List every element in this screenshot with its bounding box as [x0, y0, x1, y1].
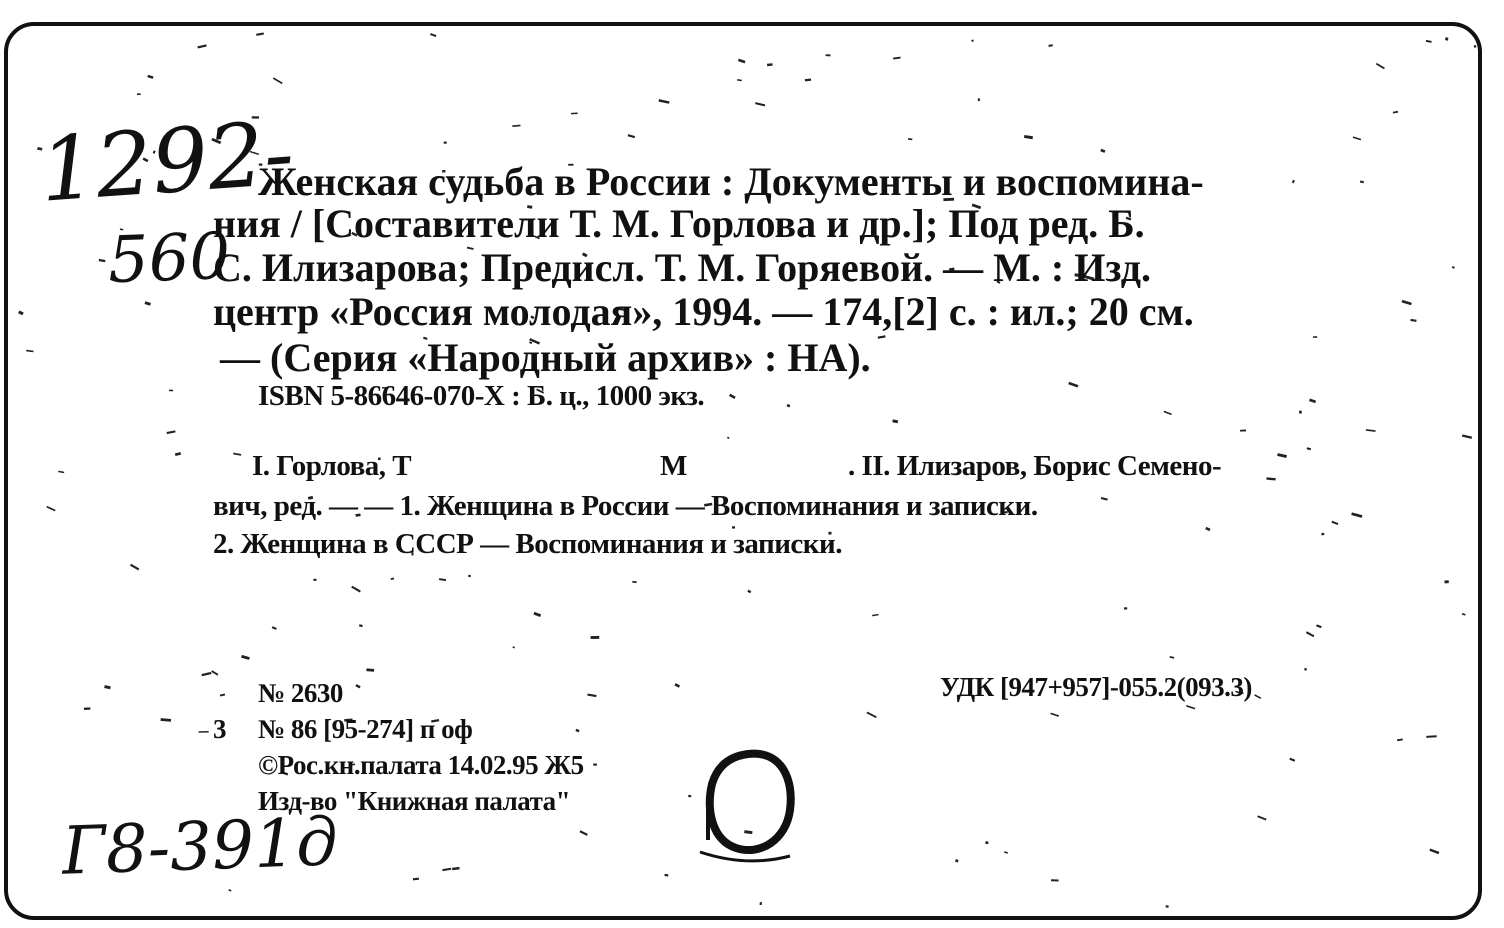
speckle-mark — [1306, 632, 1313, 636]
speckle-mark — [1462, 436, 1472, 438]
speckle-mark — [730, 395, 735, 398]
speckle-mark — [47, 507, 56, 511]
speckle-mark — [628, 135, 635, 137]
handwritten-call-number-bottom: 560 — [106, 219, 232, 299]
speckle-mark — [534, 613, 541, 616]
speckle-mark — [366, 670, 374, 671]
speckle-mark — [659, 100, 670, 102]
speckle-mark — [26, 351, 33, 352]
speckle-mark — [1266, 478, 1275, 479]
speckle-mark — [1376, 64, 1384, 69]
speckle-mark — [576, 730, 579, 731]
speckle-mark — [787, 405, 790, 406]
speckle-mark — [738, 60, 745, 62]
speckle-mark — [1426, 41, 1432, 42]
speckle-mark — [212, 671, 218, 675]
speckle-mark — [1206, 528, 1210, 530]
speckle-mark — [1452, 267, 1454, 268]
tracing-line-1-mid: М — [660, 450, 687, 482]
speckle-mark — [1004, 852, 1007, 853]
speckle-mark — [198, 45, 207, 47]
copyright-line: ©Рос.кн.палата 14.02.95 Ж5 — [258, 750, 584, 780]
speckle-mark — [442, 869, 451, 870]
speckle-mark — [1258, 816, 1267, 819]
speckle-mark — [1170, 657, 1174, 658]
speckle-mark — [805, 80, 811, 81]
speckle-mark — [161, 720, 171, 721]
speckle-mark — [273, 78, 282, 83]
speckle-mark — [893, 58, 900, 59]
speckle-mark — [352, 587, 361, 592]
speckle-mark — [145, 303, 151, 305]
entry-line-1: Женская судьба в России : Документы и воспомина- — [258, 159, 1204, 204]
speckle-mark — [439, 579, 446, 580]
isbn-line: ISBN 5-86646-070-X : Б. ц., 1000 экз. — [258, 380, 705, 412]
speckle-mark — [430, 34, 436, 36]
speckle-mark — [19, 312, 23, 314]
speckle-mark — [1352, 514, 1363, 517]
tracing-line-1-end: . II. Илизаров, Борис Семено- — [848, 450, 1222, 482]
speckle-mark — [1255, 695, 1261, 698]
speckle-mark — [1049, 45, 1053, 46]
speckle-mark — [359, 625, 362, 626]
speckle-mark — [148, 76, 153, 78]
handwritten-accession-number: Г8-391д — [60, 803, 340, 890]
speckle-mark — [1277, 455, 1286, 457]
speckle-mark — [908, 139, 912, 140]
speckle-mark — [878, 336, 886, 337]
speckle-mark — [256, 34, 264, 35]
speckle-mark — [229, 890, 232, 891]
hole-punch-icon — [690, 740, 810, 870]
speckle-mark — [452, 868, 459, 869]
speckle-mark — [1397, 739, 1403, 740]
tracing-line-3: 2. Женщина в СССР — Воспоминания и записки. — [213, 528, 842, 560]
entry-line-5: — (Серия «Народный архив» : НА). — [220, 335, 871, 380]
speckle-mark — [1411, 320, 1417, 321]
order-number: № 86 [95-274] п оф — [258, 714, 473, 744]
speckle-mark — [748, 591, 751, 593]
speckle-mark — [104, 687, 110, 688]
speckle-mark — [413, 879, 419, 880]
publisher-line: Изд-во "Книжная палата" — [258, 786, 571, 816]
speckle-mark — [955, 860, 958, 861]
speckle-mark — [130, 565, 138, 570]
speckle-mark — [1430, 850, 1439, 853]
speckle-mark — [1309, 400, 1315, 402]
speckle-mark — [580, 831, 587, 835]
tracing-line-2: вич, ред. — — 1. Женщина в России — Воспоминания и записки. — [213, 490, 1038, 522]
speckle-mark — [513, 647, 515, 648]
speckle-mark — [1402, 301, 1412, 304]
speckle-mark — [767, 64, 772, 65]
speckle-mark — [872, 615, 878, 616]
speckle-mark — [867, 712, 877, 717]
speckle-mark — [1353, 137, 1361, 139]
speckle-mark — [1360, 182, 1364, 183]
speckle-mark — [272, 627, 276, 629]
speckle-mark — [1316, 625, 1321, 627]
handwritten-call-number-top: 1292- — [36, 101, 297, 222]
speckle-mark — [1186, 706, 1195, 709]
speckle-mark — [220, 694, 225, 695]
speckle-mark — [1462, 614, 1465, 615]
speckle-mark — [755, 103, 765, 105]
speckle-mark — [675, 684, 679, 686]
speckle-mark — [893, 421, 898, 422]
speckle-mark — [58, 471, 64, 472]
speckle-mark — [175, 453, 181, 454]
speckle-mark — [1426, 736, 1436, 737]
entry-line-3: С. Илизарова; Предисл. Т. М. Горяевой. — М. : Изд. — [213, 245, 1151, 290]
speckle-mark — [167, 431, 176, 433]
speckle-mark — [1069, 383, 1078, 386]
speckle-mark — [512, 125, 520, 126]
speckle-mark — [1292, 181, 1294, 182]
speckle-mark — [233, 453, 241, 454]
speckle-mark — [99, 260, 105, 261]
speckle-mark — [241, 656, 249, 658]
speckle-mark — [1393, 112, 1398, 113]
speckle-mark — [737, 80, 741, 81]
speckle-mark — [1307, 448, 1311, 449]
tracing-line-1-start: I. Горлова, Т — [252, 450, 412, 482]
speckle-mark — [356, 685, 360, 687]
speckle-mark — [1101, 498, 1108, 500]
speckle-mark — [391, 578, 394, 579]
entry-line-2: ния / [Составители Т. М. Горлова и др.]; Под ред. Б. — [213, 201, 1145, 246]
speckle-mark — [1024, 136, 1033, 137]
speckle-mark — [1101, 150, 1105, 152]
speckle-mark — [1445, 39, 1448, 40]
entry-line-4: центр «Россия молодая», 1994. — 174,[2] с. : ил.; 20 см. — [213, 289, 1194, 334]
speckle-mark — [587, 695, 596, 696]
speckle-mark — [1332, 522, 1338, 524]
card-number: № 2630 — [258, 678, 343, 708]
speckle-mark — [468, 576, 470, 577]
speckle-mark — [727, 438, 729, 439]
speckle-mark — [202, 673, 211, 675]
speckle-mark — [1051, 713, 1059, 716]
speckle-mark — [1290, 759, 1295, 761]
udk-code: УДК [947+957]-055.2(093.3) — [940, 672, 1252, 702]
footer-prefix: 3 — [213, 714, 226, 744]
speckle-mark — [1366, 430, 1376, 431]
speckle-mark — [1164, 411, 1172, 414]
